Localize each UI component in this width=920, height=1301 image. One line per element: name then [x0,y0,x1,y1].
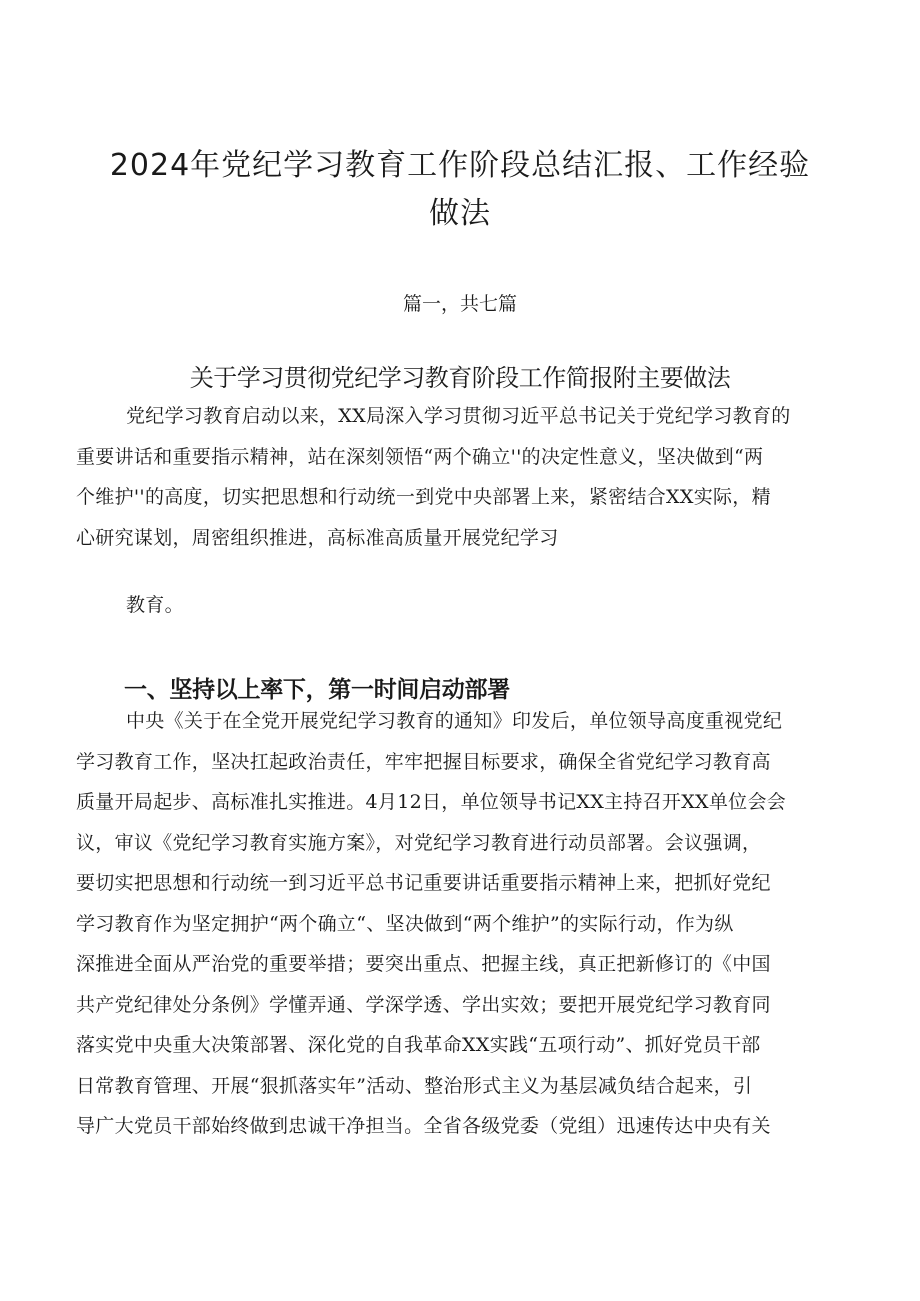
body-line: 导广大党员干部始终做到忠诚干净担当。全省各级党委（党组）迅速传达中央有关 [76,1115,771,1137]
body-line: 共产党纪律处分条例》学懂弄通、学深学透、学出实效；要把开展党纪学习教育同 [76,993,771,1016]
body-line: 日常教育管理、开展“狠抓落实年”活动、整治形式主义为基层减负结合起来，引 [76,1074,753,1097]
section-label: 篇一，共七篇 [402,293,517,315]
intro-paragraph [76,396,856,558]
body-line: 学习教育作为坚定拥护“两个确立“、坚决做到“两个维护”的实际行动，作为纵 [76,912,734,935]
intro-line: 党纪学习教育启动以来，XX局深入学习贯彻习近平总书记关于党纪学习教育的 [126,405,791,427]
section-heading-1: 一、坚持以上率下，第一时间启动部署 [124,677,510,703]
body-line: 议，审议《党纪学习教育实施方案》，对党纪学习教育进行动员部署。会议强调， [76,831,762,854]
intro-line: 个维护''的高度，切实把思想和行动统一到党中央部署上来，紧密结合XX实际，精 [76,486,771,508]
title-line-2: 做法 [429,196,491,232]
body-line: 中央《关于在全党开展党纪学习教育的通知》印发后，单位领导高度重视党纪 [126,710,783,732]
document-title [60,142,860,238]
intro-line: 重要讲话和重要指示精神，站在深刻领悟“两个确立''的决定性意义，坚决做到“两 [76,445,764,468]
body-paragraph [76,701,856,1147]
body-line: 质量开局起步、高标准扎实推进。4月12日，单位领导书记XX主持召开XX单位会会 [76,791,787,813]
body-line: 深推进全面从严治党的重要举措；要突出重点、把握主线，真正把新修订的《中国 [76,953,771,975]
title-line-1: 2024年党纪学习教育工作阶段总结汇报、工作经验 [109,148,811,184]
intro-tail-paragraph [76,585,856,626]
intro-line: 心研究谋划，周密组织推进，高标准高质量开展党纪学习 [76,526,559,549]
body-line: 落实党中央重大决策部署、深化党的自我革命XX实践“五项行动”、抓好党员干部 [76,1034,761,1056]
body-line: 学习教育工作，坚决扛起政治责任，牢牢把握目标要求，确保全省党纪学习教育高 [76,750,771,773]
intro-tail: 教育。 [126,594,184,616]
subtitle: 关于学习贯彻党纪学习教育阶段工作简报附主要做法 [189,363,731,392]
body-line: 要切实把思想和行动统一到习近平总书记重要讲话重要指示精神上来，把抓好党纪 [76,872,771,894]
